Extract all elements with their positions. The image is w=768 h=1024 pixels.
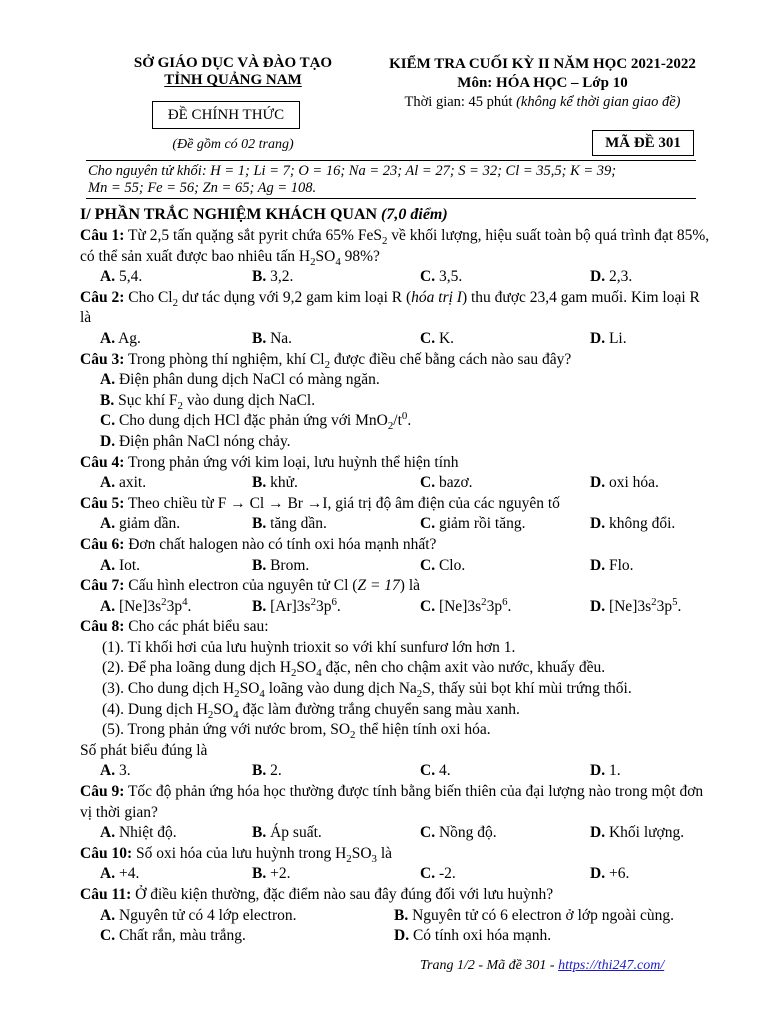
answer-options: A. Nhiệt độ. B. Áp suất. C. Nồng độ. D. Khối lượng. <box>100 824 685 842</box>
questions <box>80 226 710 947</box>
answer-options: A. axit. B. khử. C. bazơ. D. oxi hóa. <box>100 474 659 492</box>
question-4 <box>80 453 710 494</box>
section-title: I/ PHẦN TRẮC NGHIỆM KHÁCH QUAN (7,0 điểm) <box>80 206 448 223</box>
question-11 <box>80 885 710 947</box>
answer-options: A. Ag. B. Na. C. K. D. Li. <box>100 329 627 347</box>
province-name: TỈNH QUẢNG NAM <box>164 72 302 88</box>
question-2 <box>80 288 710 350</box>
header-right <box>375 55 710 112</box>
question-text: Câu 7: Cấu hình electron của nguyên tử Cl (Z = 17) là <box>80 577 421 595</box>
subject: Môn: HÓA HỌC – Lớp 10 <box>457 75 628 91</box>
question-text: Câu 2: Cho $Cl_2$ dư tác dụng với 9,2 gam kim loại R (hóa trị I) thu được 23,4 gam muối. Kim loại R là <box>80 288 700 327</box>
answer-options: A. $[Ne]3s^23p^4$. B. $[Ar]3s^23p^6$. C. $[Ne]3s^23p^6$. D. $[Ne]3s^23p^5$. <box>100 595 682 615</box>
question-3: Câu 3: Trong phòng thí nghiệm, khí $Cl_2$ được điều chế bằng cách nào sau đây? A. Điện phân dung dịch NaCl có màng ngăn. B. Sục khí $F_2$ vào dung dịch NaCl. C. Cho dung dịch HCl đặc phản ứng với $MnO_2/t^0$. D. Điện phân NaCl nóng chảy. <box>80 350 710 453</box>
question-text: Câu 11: Ở điều kiện thường, đặc điểm nào sau đây đúng đối với lưu huỳnh? <box>80 886 554 903</box>
answer-options: A. 5,4. B. 3,2. C. 3,5. D. 2,3. <box>100 268 633 286</box>
question-9 <box>80 782 710 844</box>
question-text: Câu 8: Cho các phát biểu sau: <box>80 618 269 636</box>
question-text: Câu 5: Theo chiều từ F → Cl → Br →I, giá trị độ âm điện của các nguyên tố <box>80 494 560 512</box>
question-text: Câu 1: Từ 2,5 tấn quặng sắt pyrit chứa 65% FeS$_2$ về khối lượng, hiệu suất toàn bộ quá trình đạt 85%, có thể sản xuất được bao nhiêu tấn $H_2SO_4$ 98%? <box>80 227 710 268</box>
exam-title: KIỂM TRA CUỐI KỲ II NĂM HỌC 2021-2022 <box>389 56 696 72</box>
exam-code-box: MÃ ĐỀ 301 <box>592 130 694 156</box>
official-exam-box: ĐỀ CHÍNH THỨC <box>152 101 300 129</box>
question-text: Câu 10: Số oxi hóa của lưu huỳnh trong $H_2SO_3$ là <box>80 844 393 865</box>
answer-options: A. Iot. B. Brom. C. Clo. D. Flo. <box>100 556 634 574</box>
answer-options: A. 3. B. 2. C. 4. D. 1. <box>100 762 621 780</box>
page-footer: Trang 1/2 - Mã đề 301 - https://thi247.com/ <box>420 958 665 973</box>
question-text: Câu 6: Đơn chất halogen nào có tính oxi hóa mạnh nhất? <box>80 535 437 553</box>
answer-options: A. giảm dần. B. tăng dần. C. giảm rồi tăng. D. không đổi. <box>100 515 676 533</box>
answer-options: A. Nguyên tử có 4 lớp electron. B. Nguyên tử có 6 electron ở lớp ngoài cùng. C. Chất rắn, màu trắng. D. Có tính oxi hóa mạnh. <box>100 906 675 945</box>
answer-options: A. +4. B. +2. C. -2. D. +6. <box>100 865 630 883</box>
question-10 <box>80 844 710 885</box>
footer-link[interactable]: https://thi247.com/ <box>558 958 665 973</box>
question-text: Câu 9: Tốc độ phản ứng hóa học thường được tính bằng biến thiên của đại lượng nào trong một đơn vị thời gian? <box>80 783 704 821</box>
atomic-masses: Cho nguyên tử khối: H = 1; Li = 7; O = 16; Na = 23; Al = 27; S = 32; Cl = 35,5; K = 39; Mn = 55; Fe = 56; Zn = 65; Ag = 108. <box>86 160 696 199</box>
pages-note: (Đề gồm có 02 trang) <box>172 137 294 152</box>
question-1 <box>80 226 710 288</box>
exam-time: Thời gian: 45 phút (không kể thời gian giao đề) <box>404 94 681 110</box>
question-6 <box>80 535 710 576</box>
question-7 <box>80 576 710 617</box>
question-8: Câu 8: Cho các phát biểu sau: (1). Tỉ khối hơi của lưu huỳnh trioxit so với khí sunfurơ lớn hơn 1. (2). Để pha loãng dung dịch $H_2SO_4$ đặc, nên cho chậm axit vào nước, khuấy đều. (3). Cho dung dịch $H_2SO_4$ loãng vào dung dịch $Na_2S$, thấy sủi bọt khí mùi trứng thối. (4). Dung dịch $H_2SO_4$ đặc làm đường trắng chuyển sang màu xanh. (5). Trong phản ứng với nước brom, $SO_2$ thể hiện tính oxi hóa. Số phát biểu đúng là A. 3. B. 2. C. 4. D. 1. <box>80 617 710 782</box>
question-5 <box>80 494 710 535</box>
department-name: SỞ GIÁO DỤC VÀ ĐÀO TẠO <box>133 55 333 71</box>
question-text: Câu 3: Trong phòng thí nghiệm, khí $Cl_2$ được điều chế bằng cách nào sau đây? <box>80 350 572 371</box>
header-left <box>108 55 358 89</box>
question-text: Câu 4: Trong phản ứng với kim loại, lưu huỳnh thể hiện tính <box>80 453 459 471</box>
